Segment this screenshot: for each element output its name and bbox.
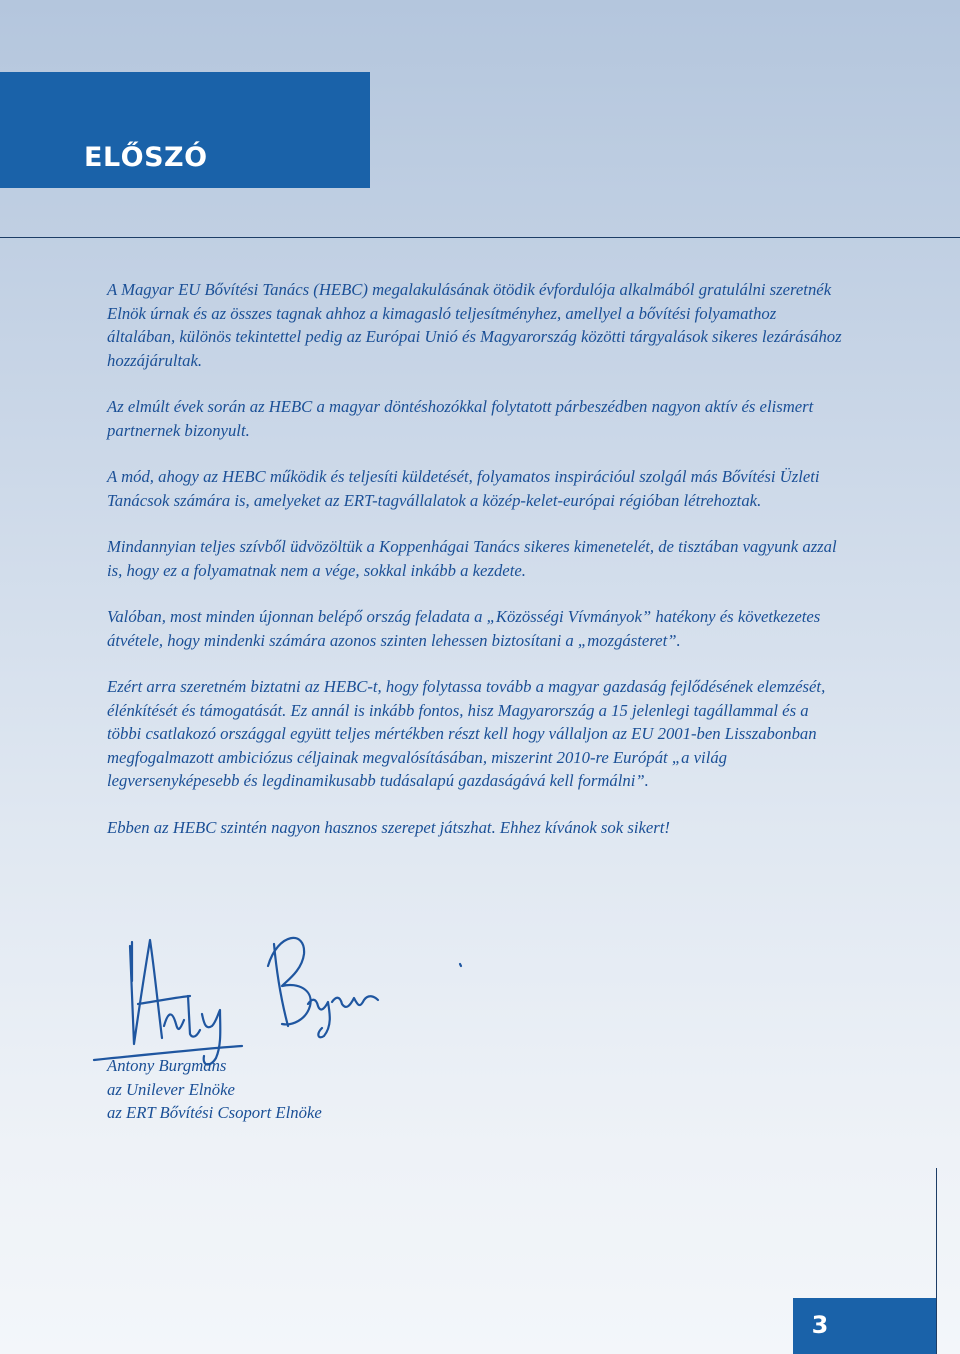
- header-divider: [0, 237, 960, 238]
- page-title: ELŐSZÓ: [84, 142, 208, 173]
- signatory-role-2: az ERT Bővítési Csoport Elnöke: [107, 1103, 322, 1122]
- paragraph-2: Az elmúlt évek során az HEBC a magyar döntéshozókkal folytatott párbeszédben nagyon aktív és elismert partnernek bizonyult.: [107, 397, 814, 440]
- paragraph-7: Ebben az HEBC szintén nagyon hasznos szerepet játszhat. Ehhez kívánok sok sikert!: [107, 817, 670, 837]
- signatory-name: Antony Burgmans: [107, 1056, 227, 1075]
- page-number: 3: [811, 1311, 829, 1339]
- signatory-role-1: az Unilever Elnöke: [107, 1079, 235, 1099]
- signature-block: [107, 1054, 322, 1125]
- paragraph-6: Ezért arra szeretném biztatni az HEBC-t, hogy folytassa tovább a magyar gazdaság fejlődésének elemzését, élénkítését és támogatását. Ez annál is inkább fontos, hisz Magyarország a 15 jelenlegi tagállammal és a többi csatlakozó országgal együtt teljes mértékben részt kell hogy vállaljon az EU 2001-ben Lisszabonban megfogalmazott ambiciózus céljainak megvalósításában, miszerint 2010-re Európát „a világ legversenyképesebb és legdinamikusabb tudásalapú gazdaságává kell formálni”.: [107, 677, 826, 790]
- footer-vertical-rule: [936, 1168, 937, 1354]
- body-text: [107, 278, 847, 862]
- paragraph-1: A Magyar EU Bővítési Tanács (HEBC) megalakulásának ötödik évfordulója alkalmából gratulálni szeretnék Elnök úrnak és az összes tagnak ahhoz a kimagasló teljesítményhez, amellyel a bővítési folyamathoz általában, különös tekintettel pedig az Európai Unió és Magyarország közötti tárgyalások sikeres lezárásához hozzájárultak.: [107, 280, 842, 370]
- paragraph-5: Valóban, most minden újonnan belépő ország feladata a „Közösségi Vívmányok” hatékony és következetes átvétele, hogy mindenki számára azonos szinten lehessen biztosítani a „mozgásteret”.: [107, 607, 821, 650]
- paragraph-4: Mindannyian teljes szívből üdvözöltük a Koppenhágai Tanács sikeres kimenetelét, de tisztában vagyunk azzal is, hogy ez a folyamatnak nem a vége, sokkal inkább a kezdete.: [107, 537, 837, 580]
- paragraph-3: A mód, ahogy az HEBC működik és teljesíti küldetését, folyamatos inspirációul szolgál más Bővítési Üzleti Tanácsok számára is, amelyeket az ERT-tagvállalatok a közép-kelet-európai régióban létrehoztak.: [107, 467, 820, 510]
